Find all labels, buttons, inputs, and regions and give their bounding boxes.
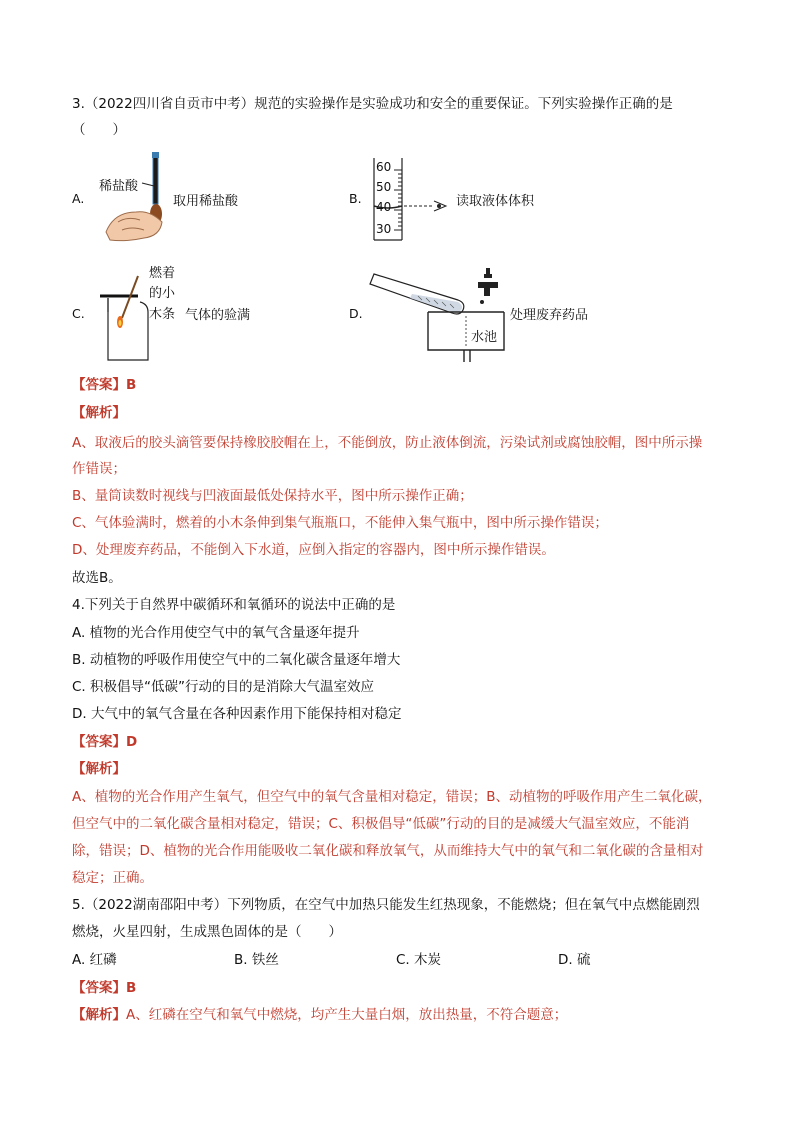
q5-stem-line1: 5.（2022湖南邵阳中考）下列物质，在空气中加热只能发生红热现象，不能燃烧；但在氧气中点燃能剧烈 bbox=[72, 897, 700, 913]
q5-option-b: B. 铁丝 bbox=[234, 952, 279, 968]
q5-stem-line2: 燃烧，火星四射，生成黑色固体的是（ ） bbox=[72, 924, 342, 940]
q4-option-b: B. 动植物的呼吸作用使空气中的二氧化碳含量逐年增大 bbox=[72, 652, 401, 668]
cylinder-tick-50: 50 bbox=[376, 180, 392, 194]
test-tube-sink-illustration bbox=[366, 266, 506, 362]
q3-option-a-caption: 取用稀盐酸 bbox=[173, 194, 239, 209]
q5-analysis-line bbox=[72, 1006, 567, 1024]
q4-stem: 4.下列关于自然界中碳循环和氧循环的说法中正确的是 bbox=[72, 597, 396, 613]
burning-stick-label-1: 燃着 bbox=[149, 266, 176, 281]
sink-label: 水池 bbox=[471, 330, 498, 345]
burning-stick-label-3: 木条 bbox=[149, 307, 176, 322]
q3-option-b-caption: 读取液体体积 bbox=[456, 194, 535, 209]
q5-answer: 【答案】B bbox=[72, 980, 137, 996]
q5-option-c: C. 木炭 bbox=[396, 952, 442, 968]
q3-conclusion: 故选B。 bbox=[72, 570, 122, 586]
q4-option-c: C. 积极倡导“低碳”行动的目的是消除大气温室效应 bbox=[72, 679, 374, 695]
q4-option-a: A. 植物的光合作用使空气中的氧气含量逐年提升 bbox=[72, 625, 360, 641]
q3-analysis-line: D、处理废弃药品，不能倒入下水道，应倒入指定的容器内，图中所示操作错误。 bbox=[72, 542, 555, 558]
q3-stem-line1: 3.（2022四川省自贡市中考）规范的实验操作是实验成功和安全的重要保证。下列实验操作正确的是 bbox=[72, 96, 673, 112]
q3-analysis-line: A、取液后的胶头滴管要保持橡胶胶帽在上，不能倒放，防止液体倒流，污染试剂或腐蚀胶帽，图中所示操 bbox=[72, 435, 703, 451]
cylinder-tick-30: 30 bbox=[376, 222, 392, 236]
q4-analysis-line: 稳定；正确。 bbox=[72, 870, 153, 886]
q3-option-c-letter: C. bbox=[72, 306, 85, 321]
dropper-hand-illustration bbox=[96, 150, 176, 242]
q5-option-d: D. 硫 bbox=[558, 952, 591, 968]
q3-analysis-line: B、量筒读数时视线与凹液面最低处保持水平，图中所示操作正确； bbox=[72, 488, 473, 504]
q3-option-d-letter: D. bbox=[349, 306, 363, 321]
cylinder-tick-60: 60 bbox=[376, 160, 392, 174]
q4-analysis-line: A、植物的光合作用产生氧气，但空气中的氧气含量相对稳定，错误；B、动植物的呼吸作用产生二氧化碳， bbox=[72, 789, 712, 805]
q5-analysis-text: A、红磷在空气和氧气中燃烧，均产生大量白烟，放出热量，不符合题意； bbox=[126, 1007, 568, 1023]
q3-option-a-letter: A. bbox=[72, 191, 85, 206]
q3-option-c-caption: 气体的验满 bbox=[185, 308, 251, 323]
q5-analysis-title: 【解析】 bbox=[72, 1007, 126, 1023]
q4-option-d: D. 大气中的氧气含量在各种因素作用下能保持相对稳定 bbox=[72, 706, 402, 722]
q4-analysis-title: 【解析】 bbox=[72, 761, 126, 777]
q3-analysis-line: 作错误； bbox=[72, 461, 126, 477]
q3-option-b-letter: B. bbox=[349, 191, 362, 206]
cylinder-tick-40: 40 bbox=[376, 200, 392, 214]
q4-analysis-line: 除，错误；D、植物的光合作用能吸收二氧化碳和释放氧气，从而维持大气中的氧气和二氧化碳的含量相对 bbox=[72, 843, 704, 859]
q3-option-d-caption: 处理废弃药品 bbox=[510, 308, 589, 323]
q3-analysis-line: C、气体验满时，燃着的小木条伸到集气瓶瓶口，不能伸入集气瓶中，图中所示操作错误； bbox=[72, 515, 608, 531]
q4-analysis-line: 但空气中的二氧化碳含量相对稳定，错误；C、积极倡导“低碳”行动的目的是减缓大气温室效应，不能消 bbox=[72, 816, 690, 832]
q3-answer: 【答案】B bbox=[72, 377, 137, 393]
q4-answer: 【答案】D bbox=[72, 734, 138, 750]
q5-option-a: A. 红磷 bbox=[72, 952, 117, 968]
q3-stem-line2: （ ） bbox=[72, 122, 126, 138]
dilute-hcl-label: 稀盐酸 bbox=[99, 179, 139, 194]
burning-stick-label-2: 的小 bbox=[149, 286, 176, 301]
q3-analysis-title: 【解析】 bbox=[72, 405, 126, 421]
